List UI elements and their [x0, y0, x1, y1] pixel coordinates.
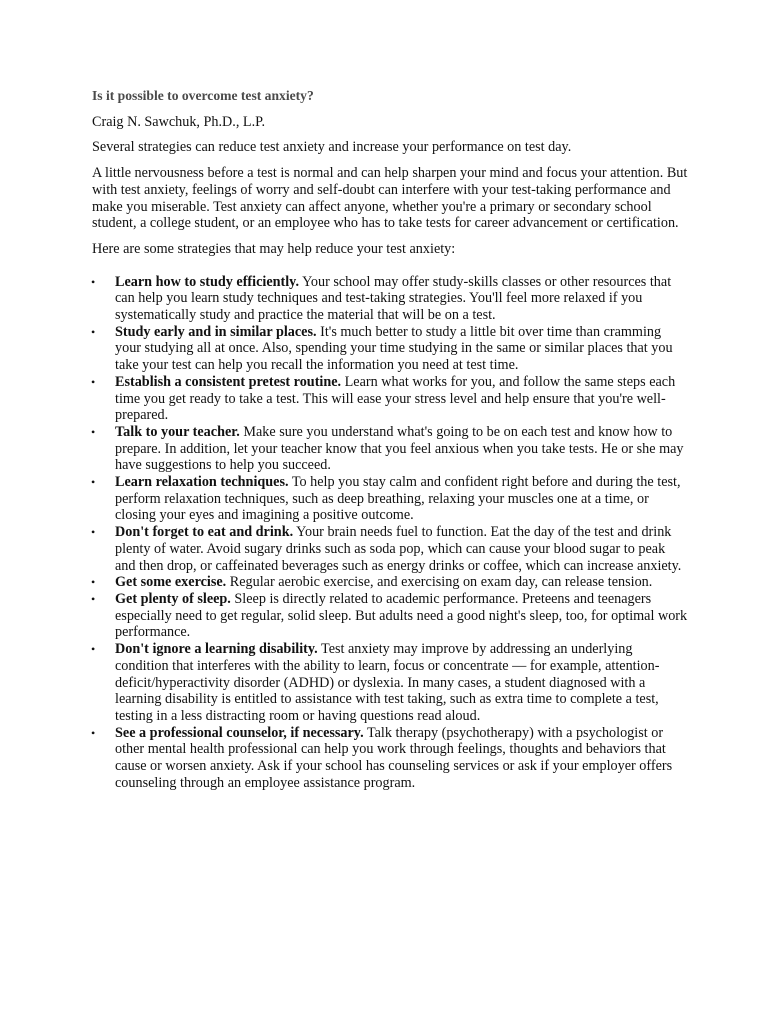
item-heading: Get some exercise.: [115, 574, 227, 591]
body-paragraph: A little nervousness before a test is normal and can help sharpen your mind and focus your attention. But with test anxiety, feelings of worry and self-doubt can interfere with your test-taking performance and make you miserable. Test anxiety can affect anyone, whether you're a primary or secondary school student, a college student, or an employee who has to take tests for career advancement or certification.: [92, 165, 688, 232]
list-item: [92, 424, 688, 474]
lead-sentence: Several strategies can reduce test anxiety and increase your performance on test day.: [92, 139, 572, 156]
item-text: Test anxiety may improve by addressing an underlying condition that interferes with the ability to learn, focus or concentrate — for example, attention-deficit/hyperactivity disorder (ADHD) or dyslexia. In many cases, a student diagnosed with a learning disability is entitled to assistance with test taking, such as extra time to complete a test, testing in a less distracting room or having questions read aloud.: [115, 641, 660, 724]
item-text: Talk therapy (psychotherapy) with a psychologist or other mental health professional can help you work through feelings, thoughts and behaviors that cause or worsen anxiety. Ask if your school has counseling services or ask if your employer offers counseling through an employee assistance program.: [115, 724, 673, 791]
item-text: Your school may offer study-skills classes or other resources that can help you learn study techniques and test-taking strategies. You'll feel more relaxed if you systematically study and practice the material that will be on a test.: [115, 273, 672, 324]
strategies-list: [92, 274, 688, 792]
list-item: [92, 641, 688, 725]
document-page: [92, 88, 688, 791]
bullet-icon: •: [91, 274, 96, 289]
list-item: [92, 524, 688, 574]
bullet-icon: •: [91, 575, 96, 590]
item-heading: Don't forget to eat and drink.: [115, 524, 294, 541]
bullet-icon: •: [91, 374, 96, 389]
bullet-icon: •: [91, 424, 96, 439]
list-item: [92, 725, 688, 792]
list-item: [92, 591, 688, 641]
item-heading: Learn relaxation techniques.: [115, 474, 289, 491]
item-heading: Study early and in similar places.: [115, 323, 317, 340]
list-item: [92, 574, 688, 591]
list-item: [92, 324, 688, 374]
item-text: Make sure you understand what's going to be on each test and know how to prepare. In addition, let your teacher know that you feel anxious when you take tests. He or she may have suggestions to help you succeed.: [115, 423, 684, 474]
item-text: It's much better to study a little bit over time than cramming your studying all at once. Also, spending your time studying in the same or similar places that you take your test can help you recall the information you need at test time.: [115, 323, 673, 374]
item-heading: Establish a consistent pretest routine.: [115, 373, 342, 390]
item-text: Regular aerobic exercise, and exercising on exam day, can release tension.: [226, 574, 653, 591]
bullet-icon: •: [91, 591, 96, 606]
list-item: [92, 474, 688, 524]
item-heading: Learn how to study efficiently.: [115, 273, 300, 290]
item-heading: Get plenty of sleep.: [115, 590, 231, 607]
bullet-icon: •: [91, 525, 96, 540]
bullet-icon: •: [91, 475, 96, 490]
item-text: To help you stay calm and confident right before and during the test, perform relaxation techniques, such as deep breathing, relaxing your muscles one at a time, or closing your eyes and imagining a positive outcome.: [115, 474, 681, 524]
bullet-icon: •: [91, 642, 96, 657]
item-heading: See a professional counselor, if necessary.: [115, 724, 364, 741]
item-text: Learn what works for you, and follow the same steps each time you get ready to take a test. This will ease your stress level and help ensure that you're well-prepared.: [115, 373, 676, 424]
item-heading: Don't ignore a learning disability.: [115, 641, 318, 658]
bullet-icon: •: [91, 324, 96, 339]
item-text: Sleep is directly related to academic performance. Preteens and teenagers especially need to get regular, solid sleep. But adults need a good night's sleep, too, for optimal work performance.: [115, 590, 688, 641]
item-text: Your brain needs fuel to function. Eat the day of the test and drink plenty of water. Avoid sugary drinks such as soda pop, which can cause your blood sugar to peak and then drop, or caffeinated beverages such as energy drinks or coffee, which can increase anxiety.: [115, 524, 682, 574]
list-item: [92, 374, 688, 424]
bullet-icon: •: [91, 725, 96, 740]
document-title: Is it possible to overcome test anxiety?: [92, 88, 314, 103]
strategies-intro: Here are some strategies that may help reduce your test anxiety:: [92, 240, 456, 257]
author-line: Craig N. Sawchuk, Ph.D., L.P.: [92, 113, 266, 130]
list-item: [92, 274, 688, 324]
item-heading: Talk to your teacher.: [115, 423, 240, 440]
